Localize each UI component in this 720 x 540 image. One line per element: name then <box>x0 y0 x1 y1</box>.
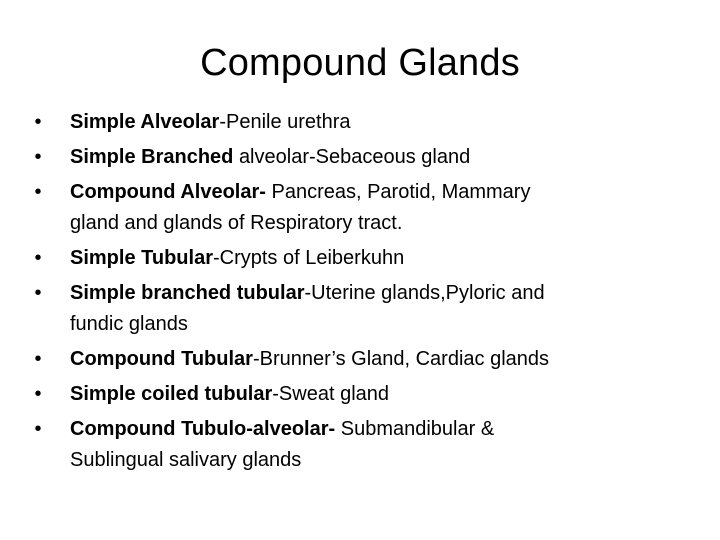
list-item <box>28 177 688 239</box>
list-item <box>28 344 688 375</box>
list-item <box>28 107 688 138</box>
gland-example: -Crypts of Leiberkuhn <box>212 247 405 269</box>
bullet-icon: • <box>34 247 42 269</box>
bullet-list <box>28 105 688 480</box>
list-item <box>28 243 688 274</box>
gland-example: Pancreas, Parotid, Mammary <box>271 181 531 203</box>
bullet-icon: • <box>34 418 42 440</box>
gland-type: Compound Tubulo-alveolar- <box>70 418 341 440</box>
bullet-icon: • <box>34 181 42 203</box>
slide-title: Compound Glands <box>200 42 520 84</box>
gland-example: -Penile urethra <box>219 111 351 133</box>
gland-example: Submandibular & <box>340 418 495 440</box>
gland-example-continued: fundic glands <box>70 313 188 335</box>
bullet-icon: • <box>34 282 42 304</box>
gland-example-continued: gland and glands of Respiratory tract. <box>70 212 403 234</box>
gland-type: Simple branched tubular <box>70 282 305 304</box>
gland-type: Compound Alveolar- <box>70 181 272 203</box>
gland-type: Compound Tubular <box>70 348 253 370</box>
bullet-icon: • <box>34 383 42 405</box>
list-item <box>28 414 688 476</box>
gland-type: Simple Alveolar <box>70 111 220 133</box>
gland-example: -Sweat gland <box>272 383 390 405</box>
bullet-icon: • <box>34 348 42 370</box>
bullet-icon: • <box>34 146 42 168</box>
list-item <box>28 142 688 173</box>
gland-example: -Brunner’s Gland, Cardiac glands <box>252 348 550 370</box>
gland-example: -Uterine glands,Pyloric and <box>304 282 545 304</box>
gland-type: Simple Tubular <box>70 247 213 269</box>
gland-type: Simple coiled tubular <box>70 383 273 405</box>
list-item <box>28 379 688 410</box>
list-item <box>28 278 688 340</box>
gland-example-continued: Sublingual salivary glands <box>70 449 302 471</box>
bullet-icon: • <box>34 111 42 133</box>
gland-example: alveolar-Sebaceous gland <box>238 146 471 168</box>
gland-type: Simple Branched <box>70 146 239 168</box>
